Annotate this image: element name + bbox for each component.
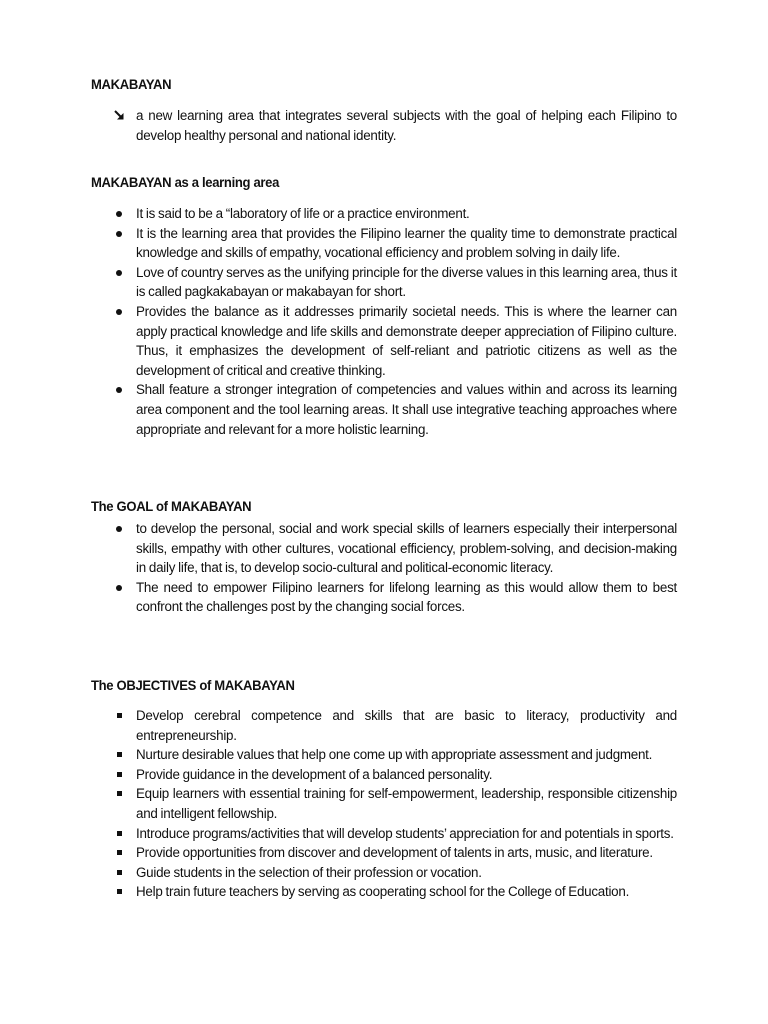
item-text: Equip learners with essential training for self-empowerment, leadership, responsible citizenship and intelligent fellowship. xyxy=(136,786,677,821)
goal-list xyxy=(0,519,768,617)
section-heading-goal: The GOAL of MAKABAYAN xyxy=(91,499,252,515)
list-item xyxy=(0,706,677,745)
item-text: Provide opportunities from discover and development of talents in arts, music, and literature. xyxy=(136,845,653,861)
learning-area-list xyxy=(0,204,768,439)
list-item xyxy=(0,302,677,380)
item-text: It is said to be a “laboratory of life or a practice environment. xyxy=(136,206,470,221)
item-text: Provides the balance as it addresses primarily societal needs. This is where the learner can apply practical knowledge and life skills and demonstrate deeper appreciation of Filipino culture. Thus, it emphasizes the development of self-reliant and patriotic citizens as well as the development of critical and creative thinking. xyxy=(136,303,677,378)
page-title: MAKABAYAN xyxy=(91,77,172,93)
list-item xyxy=(0,863,677,883)
list-item xyxy=(0,106,677,145)
item-text: Help train future teachers by serving as cooperating school for the College of Education. xyxy=(136,884,630,900)
list-item xyxy=(0,784,677,823)
item-text: The need to empower Filipino learners for lifelong learning as this would allow them to best confront the challenges post by the changing social forces. xyxy=(136,579,677,615)
section-heading-objectives: The OBJECTIVES of MAKABAYAN xyxy=(91,678,295,694)
list-item xyxy=(0,882,677,902)
list-item xyxy=(0,263,677,302)
square-bullet-icon xyxy=(113,863,127,883)
square-bullet-icon xyxy=(113,765,127,785)
bullet-icon xyxy=(113,263,127,283)
list-item xyxy=(0,380,677,439)
intro-text: a new learning area that integrates several subjects with the goal of helping each Filipino to develop healthy personal and national identity. xyxy=(136,108,677,143)
list-item xyxy=(0,224,677,263)
square-bullet-icon xyxy=(113,824,127,844)
square-bullet-icon xyxy=(113,745,127,765)
item-text: Guide students in the selection of their profession or vocation. xyxy=(136,864,482,880)
arrow-bullet-icon xyxy=(113,106,127,126)
item-text: to develop the personal, social and work special skills of learners especially their interpersonal skills, empathy with other cultures, vocational efficiency, problem-solving, and decision-making in daily life, that is, to develop socio-cultural and political-economic literacy. xyxy=(136,521,677,576)
bullet-icon xyxy=(113,380,127,400)
list-item xyxy=(0,578,677,617)
item-text: Shall feature a stronger integration of competencies and values within and across its learning area component and the tool learning areas. It shall use integrative teaching approaches where appropriate and relevant for a more holistic learning. xyxy=(136,382,677,437)
square-bullet-icon xyxy=(113,784,127,804)
square-bullet-icon xyxy=(113,706,127,726)
bullet-icon xyxy=(113,578,127,598)
square-bullet-icon xyxy=(113,843,127,863)
section-heading-learning-area: MAKABAYAN as a learning area xyxy=(91,175,280,191)
objectives-list xyxy=(0,706,768,902)
square-bullet-icon xyxy=(113,882,127,902)
item-text: Develop cerebral competence and skills that are basic to literacy, productivity and entrepreneurship. xyxy=(136,708,677,743)
intro-list xyxy=(0,106,768,145)
item-text: Introduce programs/activities that will develop students’ appreciation for and potentials in sports. xyxy=(136,825,674,841)
item-text: Love of country serves as the unifying principle for the diverse values in this learning area, thus it is called pagkakabayan or makabayan for short. xyxy=(136,264,677,300)
bullet-icon xyxy=(113,519,127,539)
list-item xyxy=(0,745,677,765)
list-item xyxy=(0,824,677,844)
list-item xyxy=(0,765,677,785)
item-text: It is the learning area that provides the Filipino learner the quality time to demonstrate practical knowledge and skills of empathy, vocational efficiency and problem solving in daily life. xyxy=(136,225,677,261)
bullet-icon xyxy=(113,224,127,244)
bullet-icon xyxy=(113,302,127,322)
item-text: Provide guidance in the development of a balanced personality. xyxy=(136,766,493,782)
item-text: Nurture desirable values that help one come up with appropriate assessment and judgment. xyxy=(136,747,653,763)
list-item xyxy=(0,519,677,578)
bullet-icon xyxy=(113,204,127,224)
list-item xyxy=(0,204,677,224)
list-item xyxy=(0,843,677,863)
